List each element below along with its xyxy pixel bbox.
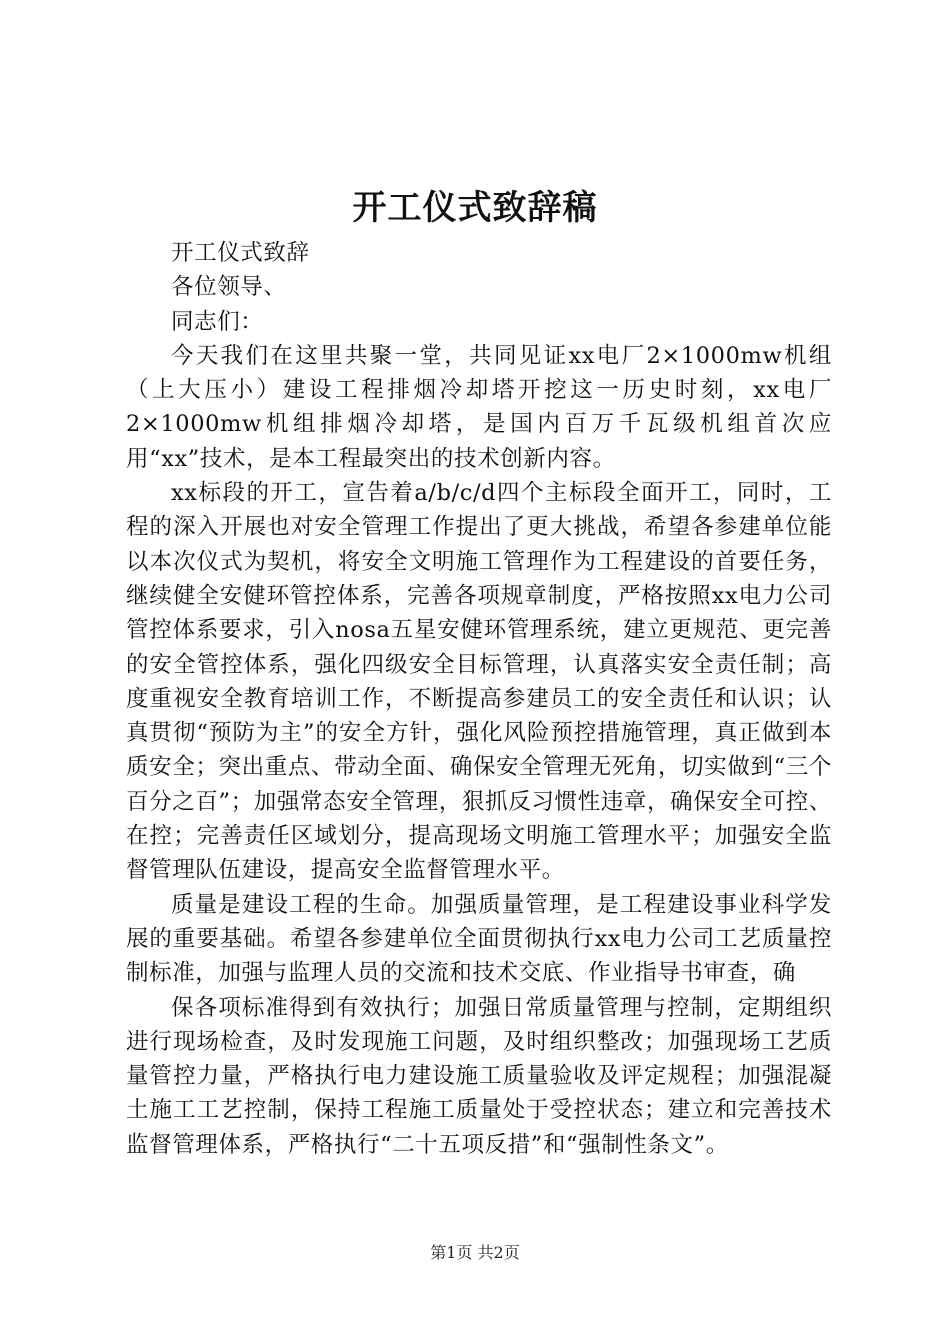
paragraph-salutation-leaders: 各位领导、	[171, 274, 287, 301]
paragraph-intro: 今天我们在这里共聚一堂，共同见证xx电厂2×1000mw机组（上大压小）建设工程排烟冷却塔开挖这一历史时刻，xx电厂2×1000mw机组排烟冷却塔，是国内百万千瓦级机组首次应用“xx”技术，是本工程最突出的技术创新内容。	[126, 342, 832, 472]
paragraph-quality: 质量是建设工程的生命。加强质量管理，是工程建设事业科学发展的重要基础。希望各参建单位全面贯彻执行xx电力公司工艺质量控制标准，加强与监理人员的交流和技术交底、作业指导书审查，确	[126, 891, 832, 987]
page-number-footer: 第1页 共2页	[430, 1243, 520, 1262]
paragraph-heading-line: 开工仪式致辞	[171, 240, 310, 266]
paragraph-salutation-comrades: 同志们：	[171, 308, 264, 335]
document-body	[126, 236, 832, 1162]
document-title: 开工仪式致辞稿	[352, 188, 598, 228]
paragraph-quality-continued: 保各项标准得到有效执行；加强日常质量管理与控制，定期组织进行现场检查，及时发现施工问题，及时组织整改；加强现场工艺质量管控力量，严格执行电力建设施工质量验收及评定规程；加强混凝土施工工艺控制，保持工程施工质量处于受控状态；建立和完善技术监督管理体系，严格执行“二十五项反措”和“强制性条文”。	[126, 994, 832, 1158]
paragraph-safety: xx标段的开工，宣告着a/b/c/d四个主标段全面开工，同时，工程的深入开展也对安全管理工作提出了更大挑战，希望各参建单位能以本次仪式为契机，将安全文明施工管理作为工程建设的首要任务，继续健全安健环管控体系，完善各项规章制度，严格按照xx电力公司管控体系要求，引入nosa五星安健环管理系统，建立更规范、更完善的安全管控体系，强化四级安全目标管理，认真落实安全责任制；高度重视安全教育培训工作，不断提高参建员工的安全责任和认识；认真贯彻“预防为主”的安全方针，强化风险预控措施管理，真正做到本质安全；突出重点、带动全面、确保安全管理无死角，切实做到“三个百分之百”；加强常态安全管理，狠抓反习惯性违章，确保安全可控、在控；完善责任区域划分，提高现场文明施工管理水平；加强安全监督管理队伍建设，提高安全监督管理水平。	[126, 480, 832, 884]
